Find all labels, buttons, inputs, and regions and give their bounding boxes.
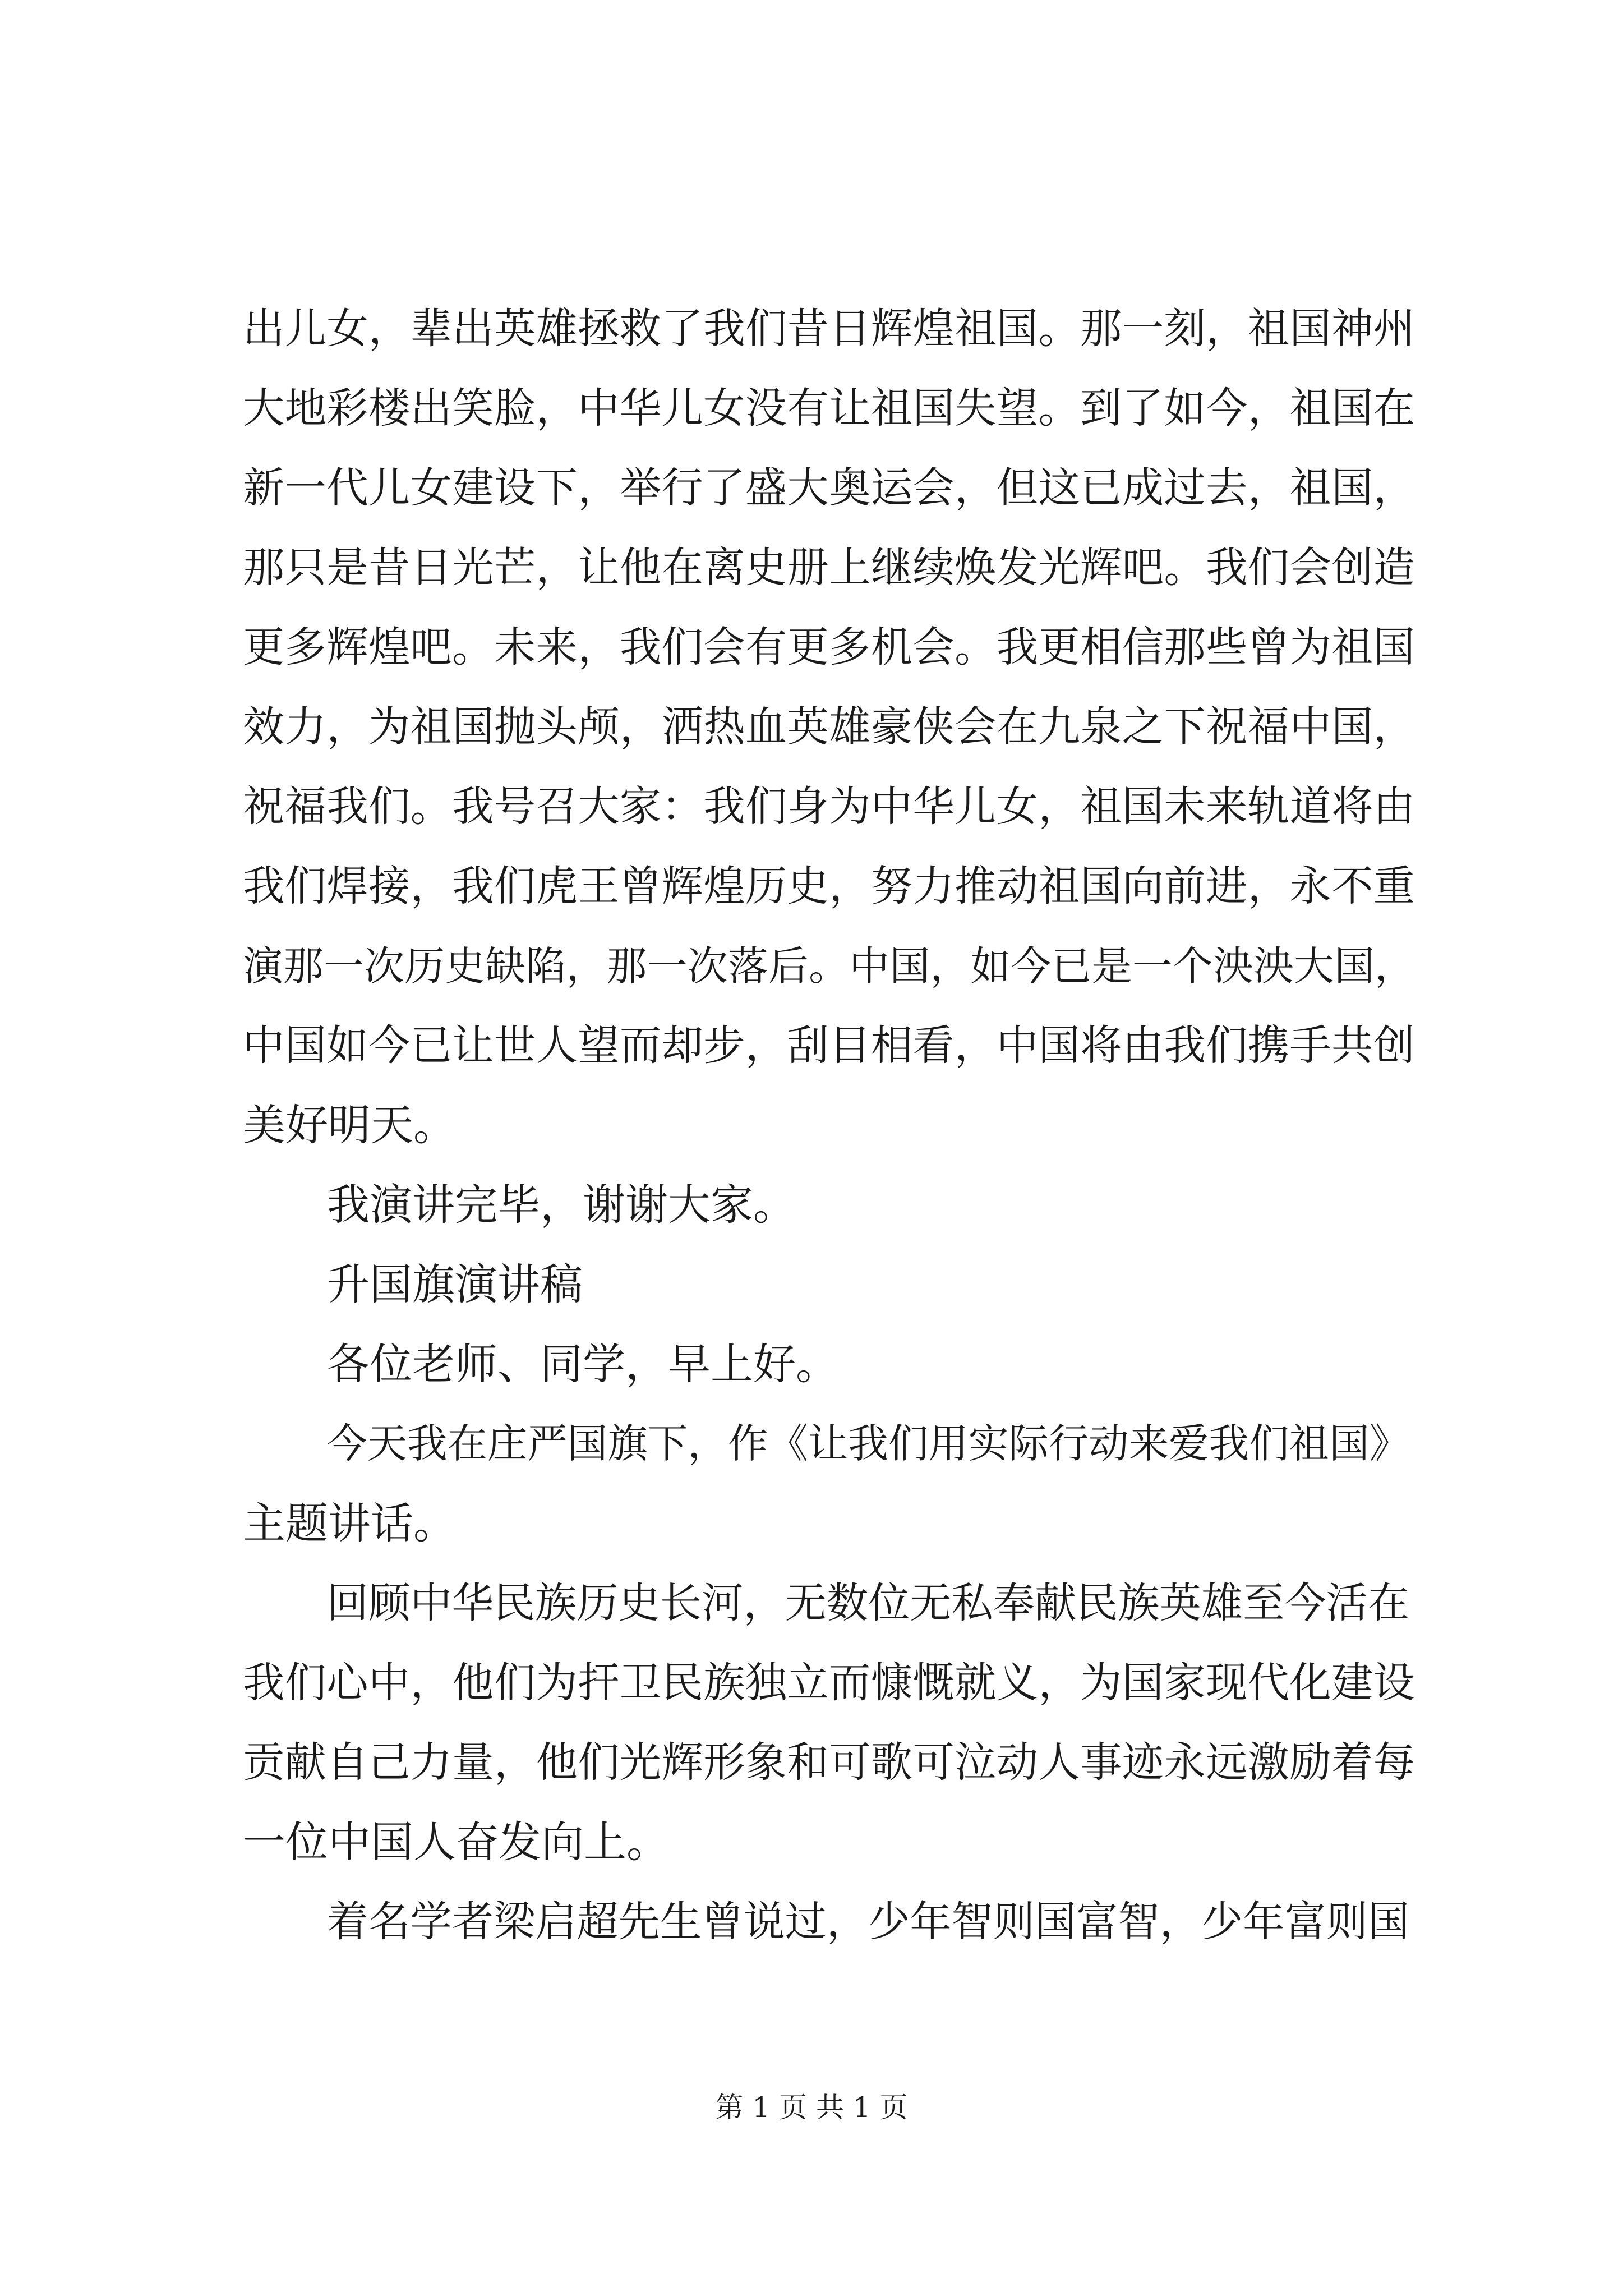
text-line: 我们焊接，我们虎王曾辉煌历史，努力推动祖国向前进，永不重 [243, 862, 1415, 910]
text-line: 今天我在庄严国旗下，作《让我们用实际行动来爱我们祖国》 [327, 1420, 1410, 1467]
text-line: 主题讲话。 [243, 1498, 456, 1548]
text-line: 祝福我们。我号召大家：我们身为中华儿女，祖国未来轨道将由 [243, 782, 1415, 831]
page-footer: 第 1 页 共 1 页 [715, 2091, 908, 2124]
text-line: 那只是昔日光芒，让他在离史册上继续焕发光辉吧。我们会创造 [243, 543, 1415, 592]
text-line: 美好明天。 [243, 1100, 456, 1150]
text-line: 一位中国人奋发向上。 [243, 1817, 669, 1867]
text-line: 各位老师、同学，早上好。 [327, 1339, 838, 1389]
text-line: 回顾中华民族历史长河，无数位无私奉献民族英雄至今活在 [327, 1579, 1410, 1627]
section-heading: 升国旗演讲稿 [327, 1259, 583, 1309]
text-line: 我们心中，他们为扞卫民族独立而慷慨就义，为国家现代化建设 [243, 1658, 1415, 1707]
text-line: 演那一次历史缺陷，那一次落后。中国，如今已是一个泱泱大国， [243, 942, 1415, 990]
text-line: 贡献自己力量，他们光辉形象和可歌可泣动人事迹永远激励着每 [243, 1738, 1415, 1787]
body-text [243, 289, 1415, 1962]
text-line: 着名学者梁启超先生曾说过，少年智则国富智，少年富则国 [327, 1897, 1410, 1946]
text-line: 更多辉煌吧。未来，我们会有更多机会。我更相信那些曾为祖国 [243, 623, 1415, 671]
text-line: 出儿女，辈出英雄拯救了我们昔日辉煌祖国。那一刻，祖国神州 [243, 304, 1415, 353]
text-line: 中国如今已让世人望而却步，刮目相看，中国将由我们携手共创 [243, 1021, 1415, 1070]
text-line: 效力，为祖国抛头颅，洒热血英雄豪侠会在九泉之下祝福中国， [243, 702, 1415, 751]
text-line: 大地彩楼出笑脸，中华儿女没有让祖国失望。到了如今，祖国在 [243, 384, 1415, 432]
text-line: 新一代儿女建设下，举行了盛大奥运会，但这已成过去，祖国， [243, 463, 1415, 512]
text-line: 我演讲完毕，谢谢大家。 [327, 1180, 796, 1230]
